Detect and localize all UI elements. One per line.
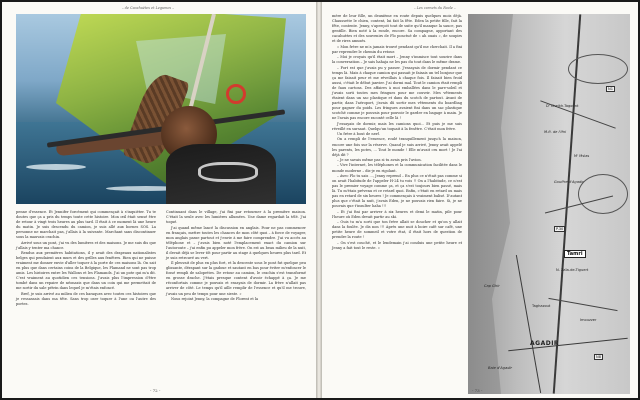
map-town-box: Tamri	[564, 250, 586, 258]
paragraph: Il pleuvait de plus en plus fort, et la descente sous le pont fut quelque peu glissante, dérapant sur la gadoue et sautant en bas pour éviter m'enfoncer le fossé rempli de salopettes. De retour au camion, le crachin s'est transformé en grosse drache. J'étais presque content d'avoir échappé à ça. Je me réconfortais comme je pouvais et essayais de dormir. La frère n'allait pas arriver de côté. Le temps qu'il aille remplir de l'essence et qu'il me trouve, j'avais un peu de temps pour une sieste. »	[166, 261, 306, 296]
paragraph: Rendus aux premières habitations, il y avait des drapeaux nationalistes belges qui pendaient aux murs et des grilles aux fenêtres. Rien qui ne puisse vraiment me donner envie d'aller toquer à la porte de ces maisons là. On sait en plus que dans certains coins de la Belgique, les Flamand ne sont pas trop amis. Les histoires entre les Wallons et les Flamands. J'ai un pote qui m'a dit. C'est vraiment au quotidien ces tensions. J'avais plus l'impression d'être tombé dans un repaire de néonazis que dans un coin qui me permettait de me sortir du sale pétrin dans lequel je m'étais enfoncé.	[16, 251, 156, 291]
paragraph: Continuant dans le village, j'ai fini par retourner à la première maison. C'était la seule avec les lumières allumées. Une dame regardait la télé. J'ai toqué.	[166, 210, 306, 225]
page-number-right: - 73 -	[472, 388, 483, 393]
left-text-column-1	[16, 210, 156, 307]
coast-map	[468, 14, 630, 394]
paragraph: On a rempli de l'essence, roulé tranquillement jusqu'à la maison, encore une fois sur la réserve. Quand je suis arrivé, Jenny avait appelé les parents, les potes, ... Tout le monde ! Elle m'avait cru mort ! Je l'ai déjà dit ?	[332, 137, 462, 157]
running-head-left: – de Cacahuètes et Legumes –	[122, 6, 174, 10]
paragraph: – Fort est que j'avais pu y passer. J'essayais de dormir pendant ce temps là. Mais à chaque camion qui passait je faisais un tel bonjour que ça me faisait peur et me réveillais à chaque fois. Il faisait bien froid aussi, c'était le début janvier. J'ai dormi mal. Tout le camion était rempli de faux cartons. Des affaires à moi emballées dans le pare-soleil et j'avais sorti toutes mes fringues pour me couvrir. Mes vêtements étaient dans un sac plastique et dans du scotch de partout. Avant de partir, dans l'aéroport, j'avais dû sortir mes vêtements du boardbag pour gagner du poids. Les fringues avaient fini dans un sac plastique scotché comme je pouvais pour pouvoir le garder en bagage à main. Je ne l'avais pas encore raconté celle là !	[332, 65, 462, 121]
paragraph: « Mon frère ne m'a jamais trouvé pendant qu'il me cherchait. Il a fini par reprendre le chemin du retour.	[332, 44, 462, 54]
map-label: D' Cheikh-Tagount	[546, 104, 579, 108]
paragraph: J'ai quand même lancé la discussion en anglais. Pour ne pas commencer en français, mettre toutes les chances de mon côté quoi – à force de voyager, mon anglais passe partout et j'envie à me faire comprendre. J'ai vu accès au téléphone et – j'avais bien noté l'emplacement exact du camion sur l'autoroute – j'ai enfin pu appeler mon frère. On est au beau milieu de la nuit, il devait déjà se lever tôt pour partir au stage à quelques heures plus tard. Et je suis retrouvé au vert.	[166, 225, 306, 260]
paragraph: – Ouis tu m'a sorti que ton frère allait se doucher et qu'on y allait dans la foulée. Je dis non !!! Après une nuit à boire café sur café, une petite heure de sommeil et votre état, il était hors de question de prendre la route !	[332, 220, 462, 240]
sail-logo-icon	[226, 84, 246, 104]
map-label: M.fi. de l'Ifni	[544, 130, 567, 134]
paragraph: – Moi je croyais qu'il était mort – Jenny s'immisce tout sourire dans la conversation – Je sais hahaja ne les pas du tout dans le même drame.	[332, 55, 462, 65]
paragraph: – Avec Flo tu sais ..., Jenny reprend – En plus ce n'était pas comme si on avait l'habitude de l'appeler H-24 tu vois !! On a l'habitude, ce n'est pas le premier voyage comme ça, et ça s'est toujours bien passé, mais là. Tu m'étais prévenu et ce retard quoi. Enfin, c'était en retard ou mais pas en retard de six heures ! Je commençais à vraiment balisé. D'autant plus que c'était la nuit, j'avais Eden, je ne pouvais rien faire. Si, je ne pouvais que t'insulter haha !!!	[332, 173, 462, 209]
right-page	[322, 2, 638, 398]
paragraph: Bref, je suis arrivé au milieu de ces baraques avec toutes ces histoires que je ressassais dans ma tête. Sans trop oser toquer à l'une ou l'autre des portes.	[16, 291, 156, 307]
road-number-badge: N1	[608, 87, 613, 91]
paragraph: Un frère à bout de nerf.	[337, 132, 380, 137]
map-city-label: AGADIR	[530, 340, 560, 347]
map-road	[516, 255, 541, 393]
paragraph: – Vive l'internet, les téléphones et la communication facilitée dans le monde moderne – dis-je en rigolant.	[332, 163, 462, 173]
map-river	[578, 174, 628, 214]
paragraph: – On s'est couché, et le lendemain j'ai conduis une petite heure et Jenny a fait tout le reste. »	[332, 240, 462, 250]
left-page	[2, 2, 316, 398]
running-head-right: – Les carnets du Roole –	[414, 6, 456, 10]
paragraph: J'essayais de dormir, mais les camions quoi... Et puis je me suis réveillé en sursaut. Quelqu'un toquait à la fenêtre. C'était mon frère.	[332, 121, 462, 131]
windsurfer-photo	[16, 14, 306, 204]
paragraph: – Je ne savais même pas si tu avais pris l'avion.	[337, 158, 422, 163]
paragraph: – Et j'ai fini par arriver à six heures et demi le matin, pile pour l'heure où Eden devait partir au ski.	[332, 209, 462, 219]
map-label: Taghazout	[532, 304, 551, 308]
road-number-badge: P.30	[556, 227, 564, 231]
paragraph: penne d'essence. Et Jennifer forcément qui commençait à s'inquiéter. Tu te doutes que ça a pris du temps toute cette histoire. Mon œil était sensé être de retour à vingt trois heures au plus tard. Il était à ce moment là une heure du matin. Je suis descendu du camion, je suis allé aux bornes SOS. La personne ne marchait pas, j'allais à la suivante. Marchant sans discontinuer sous la mauvais crachin.	[16, 210, 156, 240]
map-label: M' Mslas	[574, 154, 590, 158]
paragraph: mère de leur fille, un deuxième en route depuis quelques mois déjà. Chaussette le chien, content, lui fait la fête. Eden la petite fille, fait la fête, contente. Jenny, s'aperçoit tout de suite qu'il manque la sauce, pas gentille. Bien noté à la ronde, encore. Sa compagne, apportant des cacahuètes et des souvenirs de Flo ponctué de « ah ouais », de soupirs et de rires amusés.	[332, 14, 462, 44]
map-label: Cap Ghir	[484, 284, 500, 288]
road-number-badge: N8	[596, 355, 601, 359]
paragraph: Nous rejoint Jenny, la compagne de Florent et la	[171, 296, 259, 301]
left-text-column-2	[166, 210, 306, 302]
map-label: Gouffre d'Agadir	[554, 180, 584, 184]
right-text-column	[332, 14, 462, 251]
photo-harness	[198, 162, 258, 182]
map-label: Baie d'Agadir	[488, 366, 512, 370]
page-number-left: - 72 -	[150, 388, 161, 393]
paragraph: Arrivé sous un pont, j'ai vu des lumières et des maisons. Je me suis dis que j'allais y tenter ma chance.	[16, 240, 156, 250]
map-label: N. Zaïa-de-Tiguert	[556, 268, 589, 272]
photo-wave	[26, 164, 86, 170]
map-sea	[468, 14, 528, 394]
map-label: Imouzzer	[580, 318, 597, 322]
map-river	[568, 54, 628, 84]
map-road	[508, 338, 627, 352]
